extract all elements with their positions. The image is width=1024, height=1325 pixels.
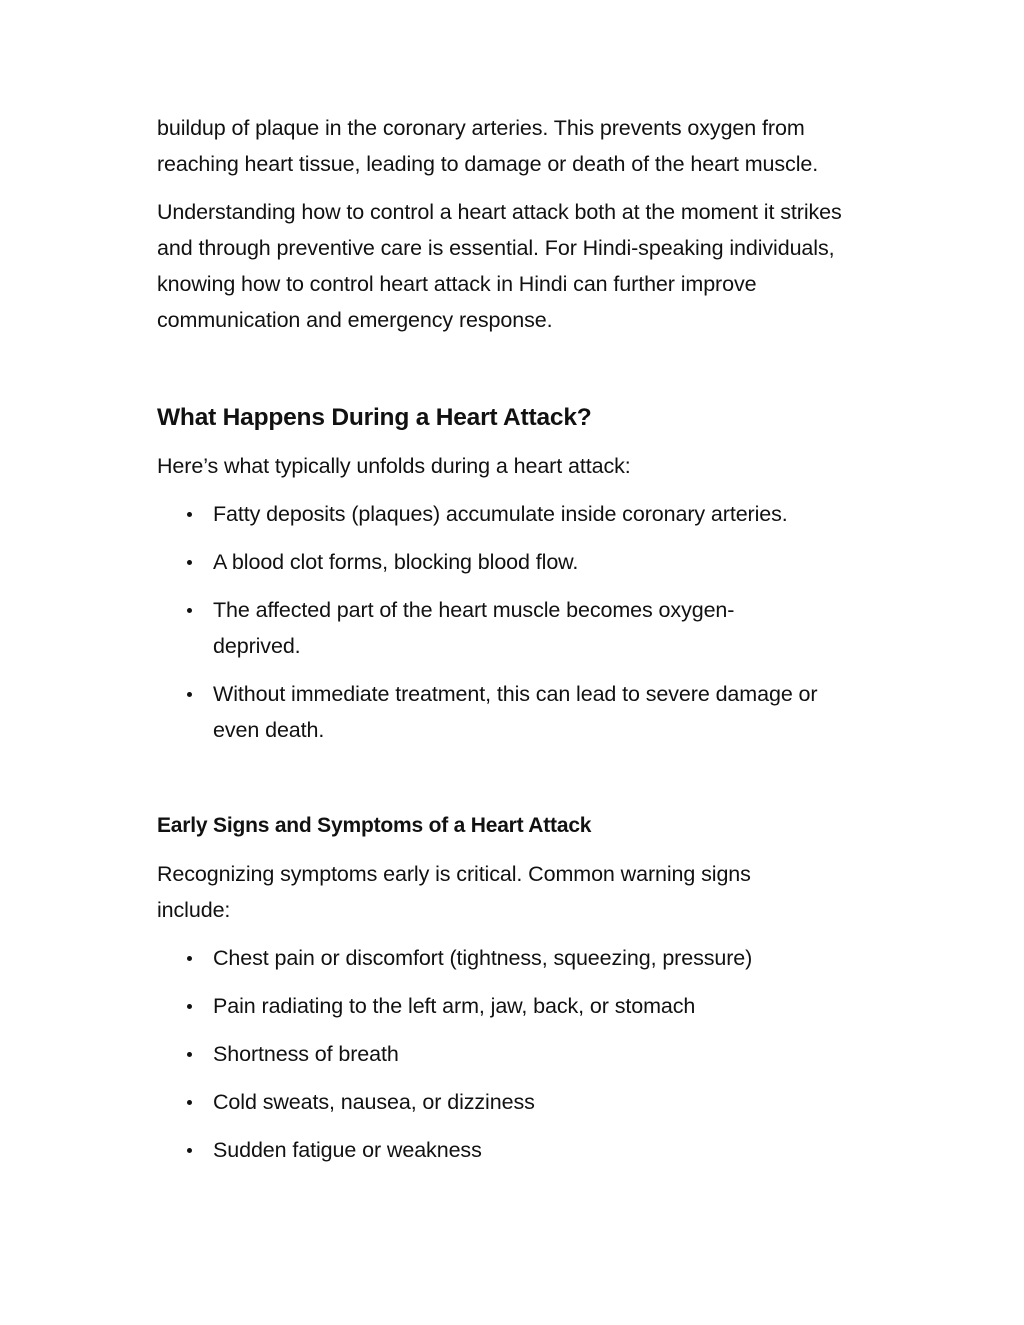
list-item: Pain radiating to the left arm, jaw, back, or stomach <box>157 988 877 1024</box>
body-paragraph: buildup of plaque in the coronary arteries. This prevents oxygen from reaching heart tissue, leading to damage or death of the heart muscle. <box>157 116 819 176</box>
list-item: Without immediate treatment, this can lead to severe damage or even death. <box>157 676 877 748</box>
bullet-icon <box>187 1052 192 1057</box>
section-heading: What Happens During a Heart Attack? <box>157 404 592 431</box>
list-item: Cold sweats, nausea, or dizziness <box>157 1084 877 1120</box>
list-item: The affected part of the heart muscle becomes oxygen-deprived. <box>157 592 877 664</box>
bullet-icon <box>187 512 192 517</box>
document-page <box>157 110 877 1180</box>
bullet-icon <box>187 1100 192 1105</box>
bullet-icon <box>187 1004 192 1009</box>
section-intro: Here’s what typically unfolds during a heart attack: <box>157 454 631 478</box>
bullet-icon <box>187 1148 192 1153</box>
section-what-happens <box>157 400 877 748</box>
bullet-icon <box>187 692 192 697</box>
body-paragraph: Understanding how to control a heart attack both at the moment it strikes and through preventive care is essential. For Hindi-speaking individuals, knowing how to control heart attack in Hindi can further improve communication and emergency response. <box>157 200 842 332</box>
bullet-list <box>157 940 877 1168</box>
section-early-signs <box>157 808 877 1168</box>
list-item: Fatty deposits (plaques) accumulate inside coronary arteries. <box>157 496 877 532</box>
bullet-icon <box>187 956 192 961</box>
list-item: Shortness of breath <box>157 1036 877 1072</box>
subsection-heading: Early Signs and Symptoms of a Heart Attack <box>157 814 592 837</box>
bullet-icon <box>187 608 192 613</box>
section-intro: Recognizing symptoms early is critical. Common warning signs include: <box>157 862 751 922</box>
bullet-list <box>157 496 877 748</box>
bullet-icon <box>187 560 192 565</box>
list-item: A blood clot forms, blocking blood flow. <box>157 544 877 580</box>
list-item: Sudden fatigue or weakness <box>157 1132 877 1168</box>
list-item: Chest pain or discomfort (tightness, squeezing, pressure) <box>157 940 877 976</box>
